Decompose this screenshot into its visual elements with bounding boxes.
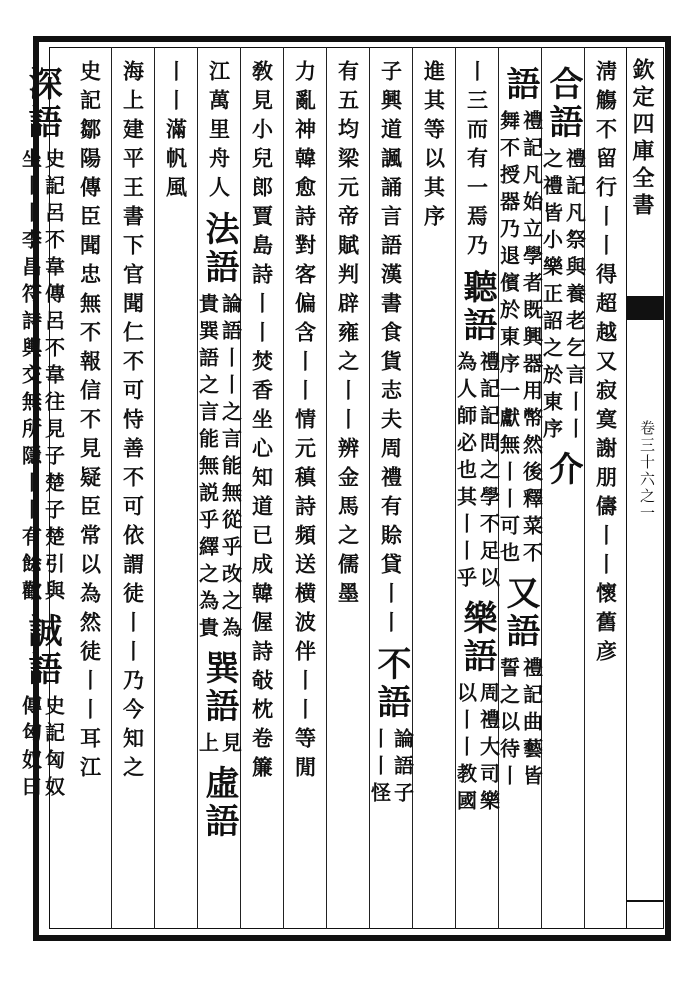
annotation-note <box>453 682 501 817</box>
annotation-line-right: 論語丨丨之言能無從乎改之為 <box>218 293 243 644</box>
annotation-note <box>453 351 501 594</box>
annotation-line-left: 以丨丨教國 <box>453 682 478 817</box>
annotation-note <box>539 148 587 445</box>
body-text: 江萬里舟人 <box>206 60 232 205</box>
body-text: 有五均梁元帝賦判辟雍之丨丨辨金馬之儒墨 <box>335 60 361 611</box>
entry-headword: 介 <box>543 451 583 489</box>
annotation-note <box>18 148 66 607</box>
entry-headword: 巽語 <box>199 650 239 726</box>
annotation-line-right: 周禮大司樂 <box>476 682 501 817</box>
annotation-line-left: 上 <box>195 732 220 759</box>
entry-headword: 法語 <box>199 211 239 287</box>
annotation-line-left: 舞不授器乃退儐於東序一獻無丨丨可也 <box>496 110 521 569</box>
annotation-line-right: 禮記曲藝皆 <box>519 657 544 792</box>
annotation-line-right: 論語子 <box>390 728 415 809</box>
annotation-line-left: 貴巽語之言能無説乎繹之為貴 <box>195 293 220 644</box>
body-text: 力亂神韓愈詩對客偏含丨丨情元稹詩頻送横波伴丨丨等閒 <box>292 60 318 785</box>
annotation-line-right: 史記匈奴 <box>41 695 66 803</box>
annotation-note <box>367 728 415 809</box>
annotation-line-left: 之禮皆小樂正詔之於東序 <box>539 148 564 445</box>
text-column-14 <box>18 60 66 926</box>
fold-black-bar <box>627 296 663 320</box>
annotation-note <box>195 732 243 759</box>
entry-headword: 合語 <box>543 66 583 142</box>
entry-headword: 又語 <box>500 575 540 651</box>
body-text: 敎見小兒郎賈島詩丨丨焚香坐心知道已成韓偓詩敧枕卷簾 <box>249 60 275 785</box>
annotation-line-right: 禮記凡始立學者既興器用幣然後釋菜不 <box>519 110 544 569</box>
body-text: 寂寞謝朋儔丨丨懷舊彦 <box>593 379 619 669</box>
body-text: 丨丨滿帆風 <box>163 60 189 205</box>
fold-volume-label: 卷三十六之一 <box>638 420 656 522</box>
text-column-13 <box>64 60 116 926</box>
entry-headword: 誠語 <box>22 613 62 689</box>
annotation-note <box>496 657 544 792</box>
entry-headword: 聽語 <box>457 269 497 345</box>
body-text: 丨三而有一焉乃 <box>464 60 490 263</box>
annotation-note <box>195 293 243 644</box>
annotation-line-left: 為人師必也其丨丨乎 <box>453 351 478 594</box>
annotation-line-right: 見 <box>218 732 243 759</box>
annotation-line-right: 禮記記問之學不足以 <box>476 351 501 594</box>
fold-book-title: 欽定四庫全書 <box>629 58 655 220</box>
annotation-line-left: 丨丨怪 <box>367 728 392 809</box>
annotation-note <box>496 110 544 569</box>
entry-headword: 不語 <box>371 646 411 722</box>
entry-headword: 語 <box>500 66 540 104</box>
annotation-note <box>18 695 66 803</box>
annotation-line-left: 坐丨丨李昌符詩輿交無所隱丨丨有餘歡 <box>18 148 43 607</box>
annotation-line-left: 傳匈奴曰 <box>18 695 43 803</box>
body-text: 海上建平王書下官聞仁不可恃善不可依謂徒丨丨乃今知之 <box>120 60 146 785</box>
annotation-line-left: 誓之以待丨 <box>496 657 521 792</box>
body-text: 淸觴不留行丨丨得超越又 <box>593 60 619 379</box>
body-text: 子興道諷誦言語漢書食貨志夫周禮有賒貸丨丨 <box>378 60 404 640</box>
body-text: 史記鄒陽傳臣聞忠無不報信不見疑臣常以為然徒丨丨耳江 <box>77 60 103 785</box>
entry-headword: 樂語 <box>457 600 497 676</box>
entry-headword: 虛語 <box>199 765 239 841</box>
annotation-line-right: 禮記凡祭與養老乞言丨丨 <box>562 148 587 445</box>
entry-headword: 深語 <box>22 66 62 142</box>
body-text: 進其等以其序 <box>421 60 447 234</box>
annotation-line-right: 史記呂不韋傳呂不韋往見子楚子楚引與 <box>41 148 66 607</box>
fold-fishtail-mark <box>627 900 663 908</box>
